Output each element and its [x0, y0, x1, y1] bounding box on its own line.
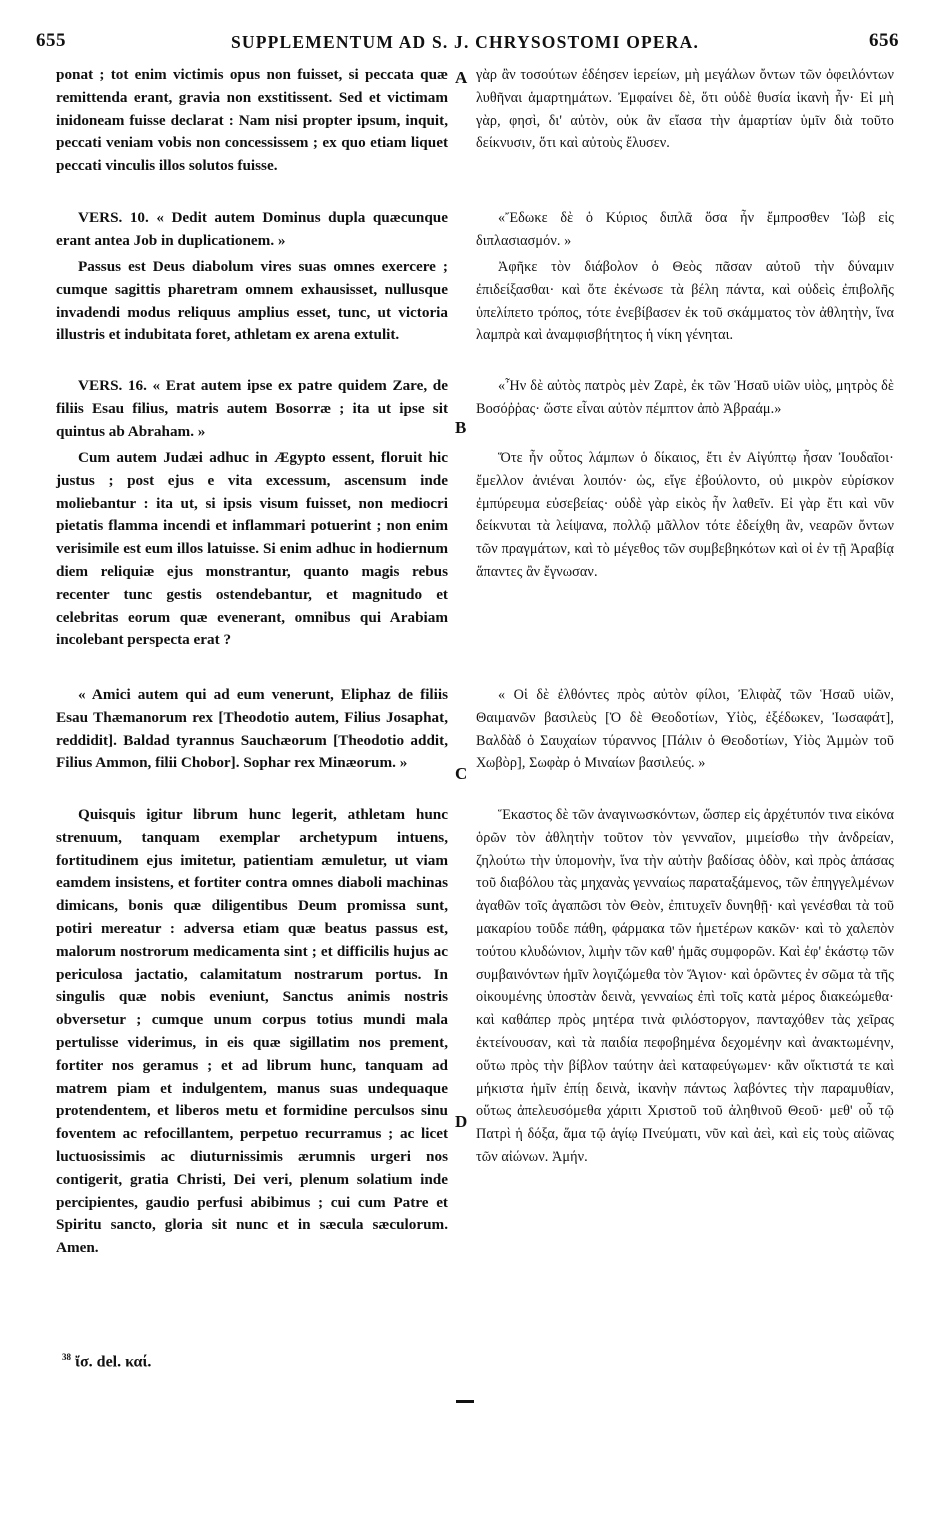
greek-paragraph: Ἀφῆκε τὸν διάβολον ὁ Θεὸς πᾶσαν αὐτοῦ τὴν δύναμιν ἐπιδείξασθαι· καὶ ὅτε ἐκένωσε τὰ βέλη πάντα, καὶ οὐδεὶς ἐπιβολῆς ὑπελίπετο τρόπος, τότε ἐνεβίβασεν ἐκ τοῦ σκάμματος τὸν ἀθλητὴν, ἵνα λαμπρὰ καὶ ἀναμφισβήτητος ἡ νίκη γένηται. — [476, 259, 894, 344]
footnote — [62, 1352, 151, 1371]
latin-quotation: « Amici autem qui ad eum venerunt, Eliphaz de filiis Esau Thæmanorum rex [Theodotio autem, Filius Josaphat, reddidit]. Baldad tyrannus Sauchæorum [Theodotio addit, Filius Ammon, filii Chobor]. Sophar rex Minæorum. » — [56, 686, 448, 772]
latin-verse-10: VERS. 10. « Dedit autem Dominus dupla quæcunque erant antea Job in duplicationem. » — [56, 209, 448, 249]
running-header — [0, 30, 926, 56]
margin-letter-d: D — [455, 1112, 468, 1131]
footnote-text: ἴσ. del. καί. — [75, 1353, 152, 1371]
margin-letter-a: A — [455, 68, 468, 87]
latin-paragraph: Cum autem Judæi adhuc in Ægypto essent, floruit hic justus ; post ejus e vita excessum, ascensum inde moliebantur : ita ut, si ipsis visum fuisset, non mediocri pietatis flamma incendi et inflammari potuerint ; non enim verisimile est eum illos latuisse. Si enim adhuc in hodiernum diem reliquiæ ejus monstrantur, quanto magis rebus recenter tunc gestis ostendebantur, et magnitudo et celebritas eorum quæ evenerant, omnibus qui Arabiam incolebant perspecta erat ? — [56, 449, 448, 649]
footnote-mark: 38 — [62, 1352, 71, 1362]
end-rule — [456, 1400, 474, 1403]
margin-letter-c: C — [455, 764, 468, 783]
latin-paragraph: Passus est Deus diabolum vires suas omnes exercere ; cumque sagittis pharetram omnem exhausisset, nullusque invadendi modus reliquus amplius esset, tunc, ut victoria illustris et indubitata foret, athletam ex arena extulit. — [56, 258, 448, 344]
latin-paragraph: ponat ; tot enim victimis opus non fuisset, si peccata quæ remittenda erant, gravia non exstitissent. Sed et victimam inidoneam fuisse declarat : Nam nisi propter ipsum, inquit, peccati veniam vobis non concessissem ; ex quo etiam liquet peccati vinculis illos solutos fuisse. — [56, 66, 448, 175]
latin-paragraph: Quisquis igitur librum hunc legerit, athletam hunc strenuum, tanquam exemplar archetypum intuens, fortitudinem ejus imitetur, patientiam æmuletur, ut viam eamdem insistens, et fortiter contra omnes diaboli machinas dimicans, bonis quæ diligentibus Deum promissa sunt, potiri mereatur : adversa etiam quæ beatus passus est, malorum nostrorum medicamenta sint ; et difficilis hujus ac periculosa jactatio, calamitatum nostrarum portus. In singulis quæ nobis eveniunt, Sanctus animis nostris obversetur ; cumque unum corpus totius mundi mala pertulisse viderimus, in eis quæ sigillatim nos prement, fortiter nos geramus ; et ad librum hunc, tanquam ad matrem piam et indulgentem, manus suas undequaque protendentem, et liberos metu et formidine perculsos sinu foventem ac refocillantem, perpetuo recurramus ; ac licet luctuosissimis ac diuturnissimis ærumnis urgeri nos contigerit, gratia Christi, Dei veri, plenum solatium inde percipientes, gaudio perfusi abibimus ; cui cum Patre et Spiritu sancto, gloria sit nunc et in sæcula sæculorum. Amen. — [56, 806, 448, 1257]
latin-verse-16: VERS. 16. « Erat autem ipse ex patre quidem Zare, de filiis Esau filius, matris autem Bosorræ ; ita ut ipse sit quintus ab Abraham. » — [56, 377, 448, 440]
margin-letter-b: B — [455, 418, 467, 437]
greek-paragraph: γὰρ ἂν τοσούτων ἐδέησεν ἱερείων, μὴ μεγάλων ὄντων τῶν ὀφειλόντων λυθῆναι ἁμαρτημάτων. Ἐμφαίνει δὲ, ὅτι οὐδὲ θυσία ἱκανὴ ἦν· Εἰ μὴ γὰρ, φησὶ, δι' αὐτὸν, οὐκ ἂν εἴασα τὴν ἁμαρτίαν ὑμῖν διὰ τοῦτο δείκνυσιν, ὅτι καὶ αὐτοὺς ἔλυσεν. — [476, 67, 894, 152]
running-title: SUPPLEMENTUM AD S. J. CHRYSOSTOMI OPERA. — [230, 32, 700, 52]
greek-verse-10: «Ἔδωκε δὲ ὁ Κύριος διπλᾶ ὅσα ἦν ἔμπροσθεν Ἰὼβ εἰς διπλασιασμόν. » — [476, 210, 894, 249]
greek-paragraph: Ἕκαστος δὲ τῶν ἀναγινωσκόντων, ὥσπερ εἰς ἀρχέτυπόν τινα εἰκόνα ὁρῶν τὸν ἀθλητὴν τοῦτον τὸν γενναῖον, μιμείσθω τὴν ἀνδρείαν, ζηλούτω τὴν ὑπομονὴν, ἵνα τὴν αὐτὴν βαδίσας ὁδὸν, καὶ πρὸς ἁπάσας τοῦ διαβόλου τὰς μηχανὰς γενναίως παραταξάμενος, τῶν ἐπηγγελμένων ἀγαθῶν τοῖς ἀγαπῶσι τὸν Θεὸν, ἐπιτυχεῖν δυνηθῇ· καὶ γενέσθαι τὰ τοῦ μακαρίου τοῦδε πάθη, φάρμακα τῶν ἡμετέρων κακῶν· καὶ τὸ χαλεπὸν τούτου κλυδώνιον, λιμὴν τῶν καθ' ἡμᾶς συμφορῶν. Καὶ ἐφ' ἑκάστῳ τῶν συμβαινόντων ἡμῖν λογιζώμεθα τὸν Ἅγιον· καὶ ὁρῶντες ἐν σῶμα τὰ τῆς οἰκουμένης ὑποστὰν δεινὰ, γενναίως ἐπὶ τοῖς κατὰ μέρος διακεώμεθα· καὶ καθάπερ πρὸς μητέρα τινὰ φιλόστοργον, πανταχόθεν τὰς χεῖρας ἐκτείνουσαν, καὶ τὰ παιδία πεφοβημένα δεχομένην καὶ ἀνακτωμένην, οὕτω πρὸς τὴν βίβλον ταύτην ἀεὶ καταφεύγωμεν· κἂν οἴκτιστά τε καὶ μήκιστα ἡμῖν ἐπίῃ δεινὰ, ἱκανὴν πάντως λαβόντες τὴν παραμυθίαν, οὕτως ἀπελευσόμεθα χάριτι Χριστοῦ τοῦ ἀληθινοῦ Θεοῦ· μεθ' οὗ τῷ Πατρὶ ἡ δόξα, ἅμα τῷ ἁγίῳ Πνεύματι, νῦν καὶ ἀεὶ, καὶ εἰς τοὺς αἰῶνας τῶν αἰώνων. Ἀμήν. — [476, 807, 894, 1165]
greek-quotation: « Οἱ δὲ ἐλθόντες πρὸς αὐτὸν φίλοι, Ἐλιφὰζ τῶν Ἡσαῦ υἱῶν, Θαιμανῶν βασιλεὺς [Ὁ δὲ Θεοδοτίων, Υἱὸς, ἐξέδωκεν, Ἰωσαφάτ], Βαλδὰδ ὁ Σαυχαίων τύραννος [Πάλιν ὁ Θεοδοτίων, Υἱὸς Ἀμμὼν τοῦ Χωβὸρ], Σωφὰρ ὁ Μιναίων βασιλεύς. » — [476, 687, 894, 772]
page-number-left: 655 — [36, 30, 66, 51]
greek-verse-16: «Ἦν δὲ αὐτὸς πατρὸς μὲν Ζαρὲ, ἐκ τῶν Ἡσαῦ υἱῶν υἱὸς, μητρὸς δὲ Βοσόῤῥας· ὥστε εἶναι αὐτὸν πέμπτον ἀπὸ Ἀβραάμ.» — [476, 378, 894, 417]
greek-paragraph: Ὅτε ἦν οὗτος λάμπων ὁ δίκαιος, ἔτι ἐν Αἰγύπτῳ ἦσαν Ἰουδαῖοι· ἔμελλον ἀνιέναι λοιπόν· ὡς, εἴγε ἐβούλοντο, οὐ μικρὸν εὑρίσκον ἐμπύρευμα εὐσεβείας· οὐδὲ γὰρ εἰκὸς ἦν λαθεῖν. Εἰ γὰρ ἔτι καὶ νῦν δείκνυται τὰ λείψανα, πολλῷ μᾶλλον τότε ἐδείχθη ἂν, νεαρῶν ὄντων τῶν πραγμάτων, καὶ τὸ μέγεθος τῶν συμβεβηκότων καὶ οἱ ἐν τῇ Ἀραβίᾳ ἅπαντες ἂν ἔγνωσαν. — [476, 450, 894, 580]
page-number-right: 656 — [869, 30, 899, 51]
